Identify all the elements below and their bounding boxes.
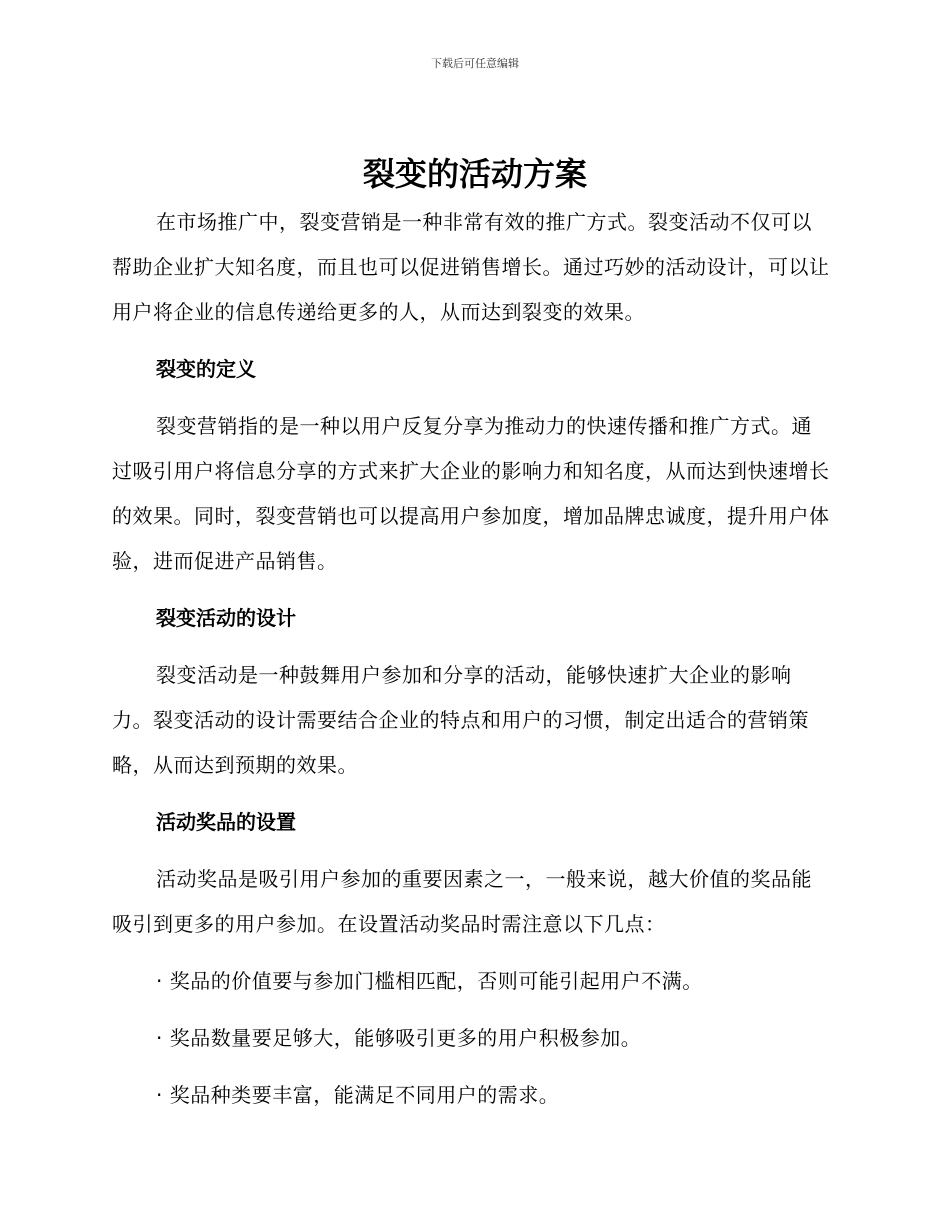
document-body: [112, 200, 832, 1118]
bullet-item: · 奖品的价值要与参加门槛相匹配，否则可能引起用户不满。: [156, 969, 703, 993]
section-body-design: 裂变活动是一种鼓舞用户参加和分享的活动，能够快速扩大企业的影响力。裂变活动的设计需要结合企业的特点和用户的习惯，制定出适合的营销策略，从而达到预期的效果。: [112, 663, 809, 777]
bullet-item: · 奖品数量要足够大，能够吸引更多的用户积极参加。: [156, 1026, 642, 1050]
section-heading-design: 裂变活动的设计: [156, 606, 296, 630]
section-body-definition: 裂变营销指的是一种以用户反复分享为推动力的快速传播和推广方式。通过吸引用户将信息分享的方式来扩大企业的影响力和知名度，从而达到快速增长的效果。同时，裂变营销也可以提高用户参加度，增加品牌忠诚度，提升用户体验，进而促进产品销售。: [112, 414, 830, 573]
intro-paragraph: 在市场推广中，裂变营销是一种非常有效的推广方式。裂变活动不仅可以帮助企业扩大知名度，而且也可以促进销售增长。通过巧妙的活动设计，可以让用户将企业的信息传递给更多的人，从而达到裂变的效果。: [112, 210, 830, 324]
bullet-item: · 奖品种类要丰富，能满足不同用户的需求。: [156, 1083, 560, 1107]
section-heading-prizes: 活动奖品的设置: [156, 810, 296, 834]
section-heading-definition: 裂变的定义: [156, 357, 256, 381]
page-header: 下载后可任意编辑: [431, 57, 519, 70]
document-title: 裂变的活动方案: [362, 155, 587, 193]
section-body-prizes: 活动奖品是吸引用户参加的重要因素之一，一般来说，越大价值的奖品能吸引到更多的用户参加。在设置活动奖品时需注意以下几点：: [112, 867, 812, 936]
